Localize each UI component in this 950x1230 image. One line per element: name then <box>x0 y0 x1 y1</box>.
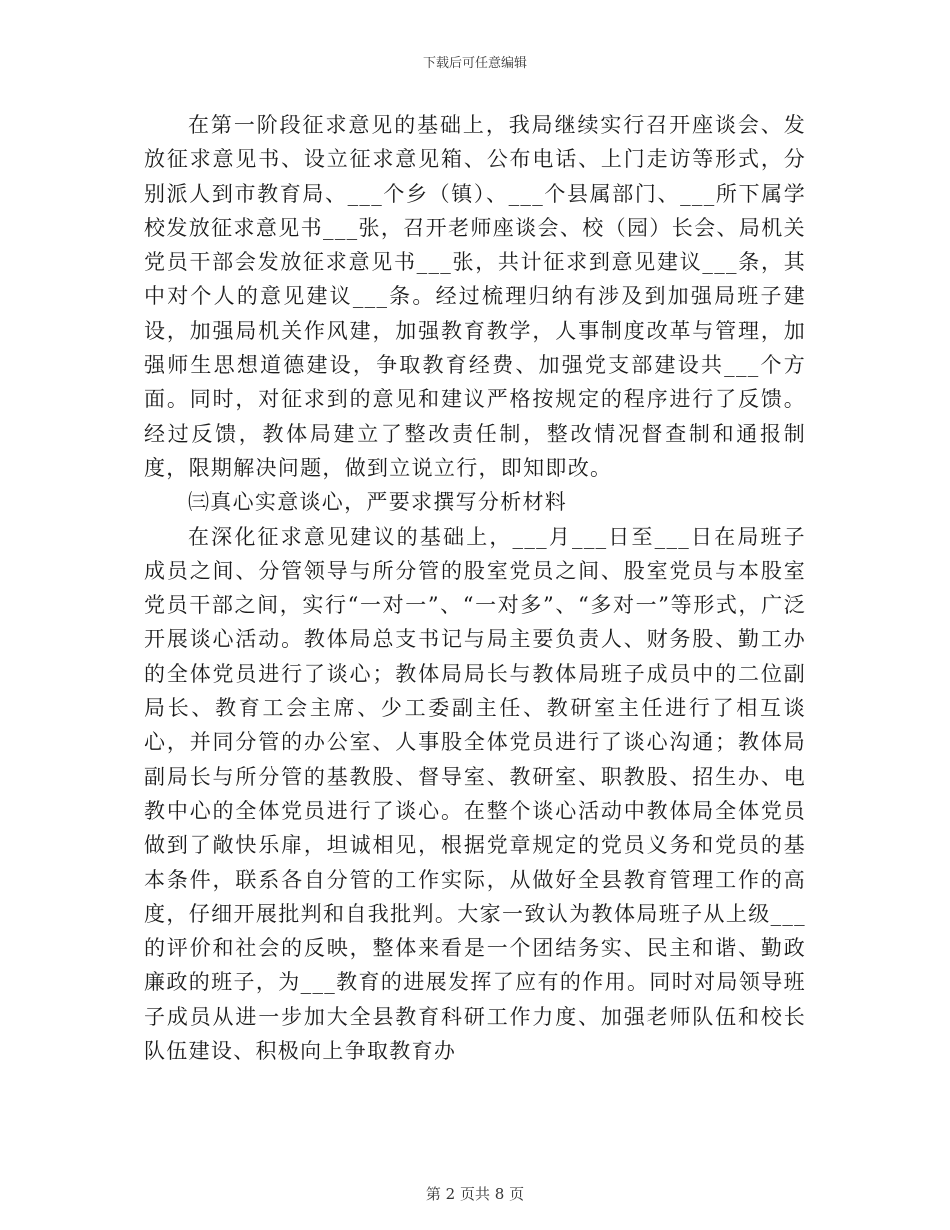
paragraph-feedback: 在第一阶段征求意见的基础上，我局继续实行召开座谈会、发放征求意见书、设立征求意见箱、公布电话、上门走访等形式，分别派人到市教育局、___个乡（镇）、___个县属部门、___所下属学校发放征求意见书___张，召开老师座谈会、校（园）长会、局机关党员干部会发放征求意见书___张，共计征求到意见建议___条，其中对个人的意见建议___条。经过梳理归纳有涉及到加强局班子建设，加强局机关作风建，加强教育教学，人事制度改革与管理，加强师生思想道德建设，争取教育经费、加强党支部建设共___个方面。同时，对征求到的意见和建议严格按规定的程序进行了反馈。经过反馈，教体局建立了整改责任制，整改情况督查制和通报制度，限期解决问题，做到立说立行，即知即改。 <box>144 113 806 480</box>
document-body <box>144 108 806 1068</box>
page-header: 下载后可任意编辑 <box>422 56 527 71</box>
page-number: 第 2 页共 8 页 <box>425 1185 525 1203</box>
paragraph-heart-to-heart: 在深化征求意见建议的基础上，___月___日至___日在局班子成员之间、分管领导与所分管的股室党员之间、股室党员与本股室党员干部之间，实行“一对一”、“一对多”、“多对一”等形式，广泛开展谈心活动。教体局总支书记与局主要负责人、财务股、勤工办的全体党员进行了谈心；教体局局长与教体局班子成员中的二位副局长、教育工会主席、少工委副主任、教研室主任进行了相互谈心，并同分管的办公室、人事股全体党员进行了谈心沟通；教体局副局长与所分管的基教股、督导室、教研室、职教股、招生办、电教中心的全体党员进行了谈心。在整个谈心活动中教体局全体党员做到了敞快乐扉，坦诚相见，根据党章规定的党员义务和党员的基本条件，联系各自分管的工作实际，从做好全县教育管理工作的高度，仔细开展批判和自我批判。大家一致认为教体局班子从上级___的评价和社会的反映，整体来看是一个团结务实、民主和谐、勤政廉政的班子，为___教育的进展发挥了应有的作用。同时对局领导班子成员从进一步加大全县教育科研工作力度、加强老师队伍和校长队伍建设、积极向上争取教育办 <box>144 524 806 1064</box>
section-heading: ㈢真心实意谈心，严要求撰写分析材料 <box>188 490 568 515</box>
